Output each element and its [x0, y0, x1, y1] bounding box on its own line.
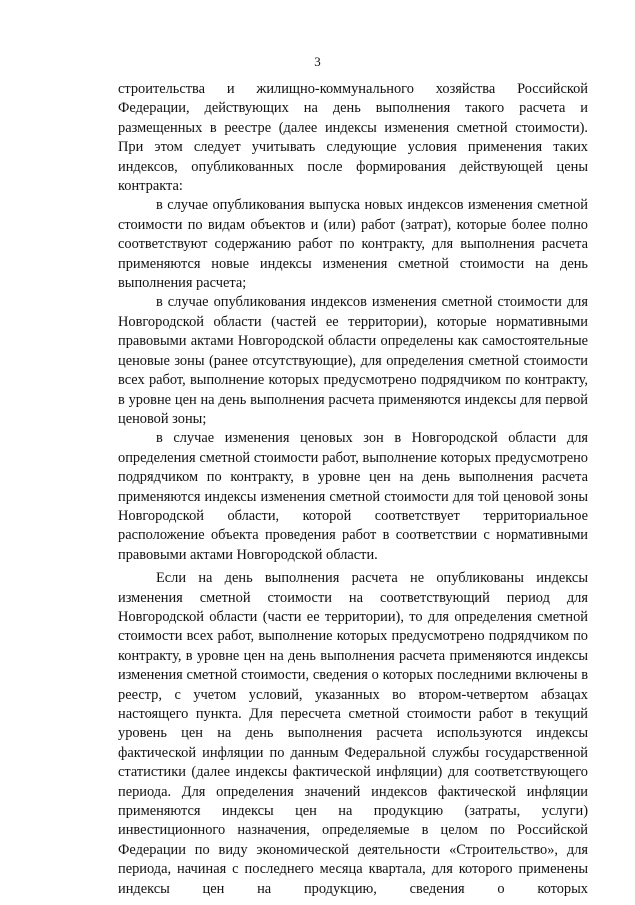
paragraph-condition-new-zones: в случае опубликования индексов изменения сметной стоимости для Новгородской области (частей ее территории), которые нормативными правовыми актами Новгородской области определены как самостоятельные ценовые зоны (ранее отсутствующие), для определения сметной стоимости всех работ, выполнение которых предусмотрено подрядчиком по контракту, в уровне цен на день выполнения расчета применяются индексы для первой ценовой зоны;	[118, 294, 588, 427]
paragraph-continuation: строительства и жилищно-коммунального хозяйства Российской Федерации, действующих на день выполнения такого расчета и размещенных в реестре (далее индексы изменения сметной стоимости). При этом следует учитывать следующие условия применения таких индексов, опубликованных после формирования действующей цены контракта:	[118, 81, 588, 195]
page-number: 3	[314, 54, 321, 69]
paragraph-inflation-indices: Если на день выполнения расчета не опубликованы индексы изменения сметной стоимости на соответствующий период для Новгородской области (части ее территории), то для определения сметной стоимости всех работ, выполнение которых предусмотрено подрядчиком по контракту, в уровне цен на день выполнения расчета применяются индексы изменения сметной стоимости, сведения о которых последними включены в реестр, с учетом условий, указанных во втором-четвертом абзацах настоящего пункта. Для пересчета сметной стоимости работ в текущий уровень цен на день выполнения расчета используются индексы фактической инфляции по данным Федеральной службы государственной статистики (далее индексы фактической инфляции) для соответствующего периода. Для определения значений индексов фактической инфляции применяются индексы цен на продукцию (затраты, услуги) инвестиционного назначения, определяемые в целом по Российской Федерации по виду экономической деятельности «Строительство», для периода, начиная с последнего месяца квартала, для которого применены индексы цен на продукцию, сведения о которых	[118, 570, 588, 897]
paragraph-condition-new-indices: в случае опубликования выпуска новых индексов изменения сметной стоимости по видам объектов и (или) работ (затрат), которые более полно соответствуют содержанию работ по контракту, для выполнения расчета применяются новые индексы изменения сметной стоимости на день выполнения расчета;	[118, 197, 588, 292]
paragraph-condition-zone-change: в случае изменения ценовых зон в Новгородской области для определения сметной стоимости работ, выполнение которых предусмотрено подрядчиком по контракту, в уровне цен на день выполнения расчета применяются индексы изменения сметной стоимости для той ценовой зоны Новгородской области, которой соответствует территориальное расположение объекта проведения работ в соответствии с нормативными правовыми актами Новгородской области.	[118, 430, 588, 563]
document-body	[118, 80, 588, 899]
